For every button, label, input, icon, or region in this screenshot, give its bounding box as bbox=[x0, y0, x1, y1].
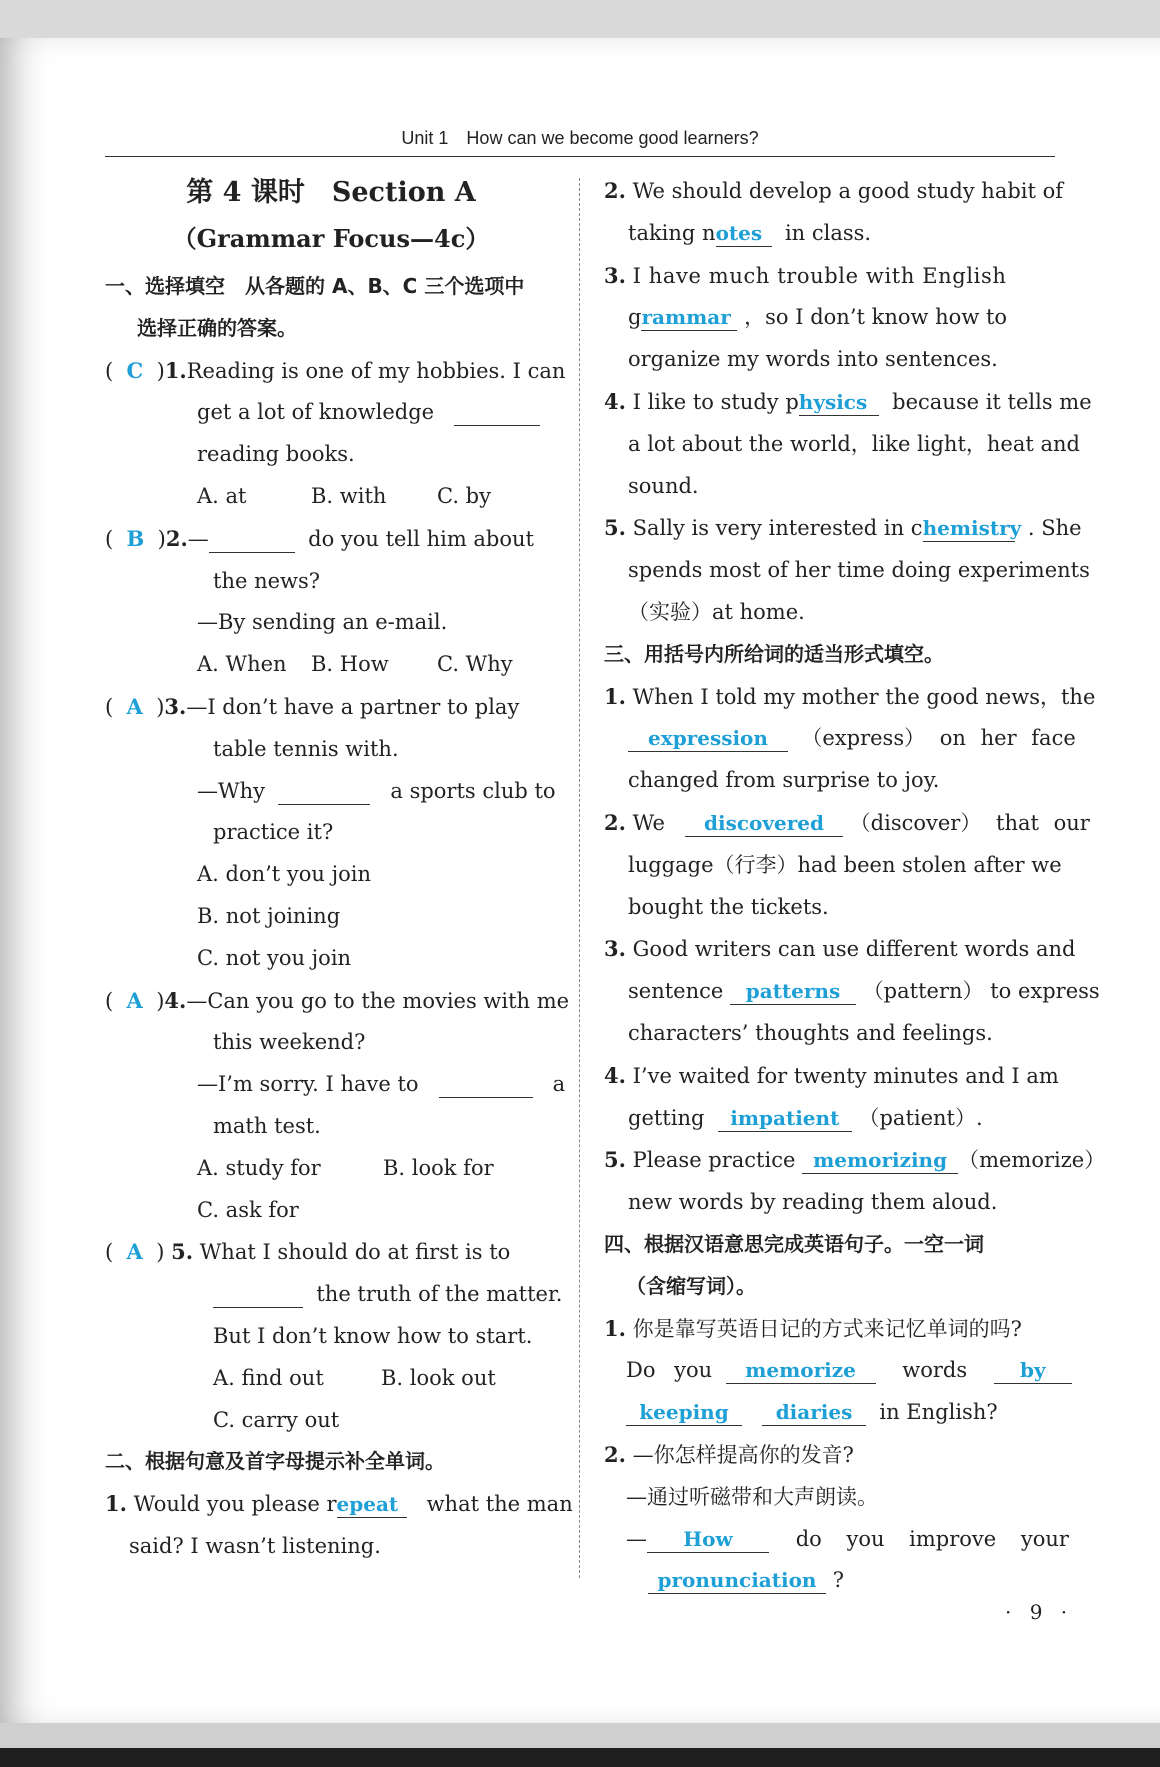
question-number: 2. bbox=[165, 525, 188, 551]
translate-answer-3: keeping bbox=[639, 1400, 729, 1425]
lesson-title: 第 4 课时 Section A bbox=[186, 177, 476, 208]
mc-question-4 bbox=[105, 980, 570, 1023]
question-text: a bbox=[552, 1072, 566, 1097]
form-answer-4: impatient bbox=[730, 1105, 840, 1130]
header-rule bbox=[105, 156, 1055, 157]
answer-blank bbox=[799, 389, 879, 416]
answer-blank bbox=[994, 1357, 1072, 1384]
mc-question-4-line3 bbox=[105, 1064, 566, 1106]
option-c: C. Why bbox=[437, 652, 513, 677]
mc-question-2-line3: —By sending an e-mail. bbox=[197, 610, 448, 635]
fill-answer-3: rammar bbox=[641, 305, 731, 330]
translate-answer-5: How bbox=[683, 1526, 733, 1551]
right-column bbox=[604, 170, 1106, 1602]
answer-blank bbox=[716, 220, 772, 247]
answer-bracket: ( A ) bbox=[105, 693, 165, 719]
fill-answer-1: epeat bbox=[336, 1492, 399, 1517]
question-text: I have much trouble with English bbox=[632, 263, 1007, 288]
question-text: g bbox=[628, 305, 642, 330]
translate-question-2-line4 bbox=[604, 1560, 1056, 1602]
question-text: what the man bbox=[426, 1492, 573, 1517]
fill-question-3-line2 bbox=[604, 297, 1056, 339]
answer-bracket: ( C ) bbox=[105, 357, 165, 383]
question-text: （patient）. bbox=[858, 1105, 983, 1130]
answer-blank bbox=[209, 526, 295, 553]
fill-answer-5: hemistry bbox=[922, 516, 1022, 541]
page-number: · 9 · bbox=[1005, 1600, 1074, 1624]
answer-blank bbox=[213, 1281, 303, 1308]
answer-blank bbox=[647, 1526, 769, 1553]
option-c: C. by bbox=[437, 483, 491, 508]
question-text: in English? bbox=[879, 1400, 998, 1425]
question-number: 5. bbox=[604, 1147, 626, 1173]
question-text: 你是靠写英语日记的方式来记忆单词的吗? bbox=[632, 1316, 1022, 1341]
fill-question-4-line3: sound. bbox=[628, 473, 699, 498]
question-text: getting bbox=[628, 1105, 705, 1130]
form-answer-5: memorizing bbox=[813, 1148, 948, 1173]
answer-blank bbox=[439, 1071, 533, 1098]
answer-blank bbox=[730, 978, 856, 1005]
form-question-3-line3: characters’ thoughts and feelings. bbox=[628, 1020, 993, 1045]
question-number: 2. bbox=[604, 1441, 626, 1467]
translate-question-1 bbox=[604, 1308, 1056, 1351]
question-text: —Why bbox=[197, 778, 265, 803]
mc-question-5-line2 bbox=[105, 1274, 563, 1316]
fill-question-4 bbox=[604, 381, 1092, 424]
form-answer-1: expression bbox=[648, 726, 768, 751]
option-c: C. carry out bbox=[213, 1407, 340, 1432]
option-b: B. not joining bbox=[197, 903, 341, 928]
question-text: When I told my mother the good news，the bbox=[632, 684, 1096, 709]
question-text: —I don’t have a partner to play bbox=[186, 694, 520, 719]
left-column bbox=[105, 170, 573, 1568]
question-text: Do you bbox=[626, 1358, 713, 1383]
question-number: 4. bbox=[164, 987, 187, 1013]
question-text: the truth of the matter. bbox=[316, 1282, 563, 1307]
form-question-3 bbox=[604, 928, 1076, 971]
question-text: （memorize） bbox=[958, 1148, 1106, 1173]
question-text: （pattern） to express bbox=[862, 979, 1100, 1004]
option-a: A. study for bbox=[197, 1155, 321, 1180]
answer-blank bbox=[648, 1567, 826, 1594]
mc-question-2-line2: the news? bbox=[213, 568, 321, 593]
mc-question-1 bbox=[105, 350, 566, 393]
translate-question-1-line2 bbox=[604, 1350, 1056, 1392]
question-text: a sports club to bbox=[390, 778, 556, 803]
mc-options-4 bbox=[105, 1148, 557, 1190]
option-a: A. don’t you join bbox=[197, 862, 372, 887]
question-text: What I should do at first is to bbox=[199, 1240, 511, 1265]
option-b: B. look for bbox=[383, 1155, 494, 1180]
form-question-2-line2: luggage（行李）had been stolen after we bbox=[628, 852, 1062, 877]
question-number: 1. bbox=[105, 1491, 127, 1517]
mc-answer-4: A bbox=[126, 987, 143, 1013]
question-text: do you tell him about bbox=[308, 526, 534, 551]
running-header: Unit 1 How can we become good learners? bbox=[401, 128, 759, 148]
part2-heading: 二、根据句意及首字母提示补全单词。 bbox=[105, 1449, 445, 1474]
answer-blank bbox=[726, 1357, 876, 1384]
answer-blank bbox=[762, 1399, 866, 1426]
viewer-bottom-bar bbox=[0, 1748, 1160, 1767]
mc-options-1 bbox=[105, 476, 557, 518]
question-text: —你怎样提高你的发音? bbox=[632, 1442, 854, 1467]
form-question-1-line3: changed from surprise to joy. bbox=[628, 768, 940, 793]
question-text: —I’m sorry. I have to bbox=[197, 1072, 419, 1097]
question-text: words bbox=[902, 1358, 968, 1383]
question-text: in class. bbox=[784, 220, 872, 245]
option-a: A. find out bbox=[213, 1365, 324, 1390]
mc-question-1-line2 bbox=[105, 392, 557, 434]
form-question-5-line2: new words by reading them aloud. bbox=[628, 1190, 998, 1215]
form-question-3-line2 bbox=[604, 971, 1100, 1013]
question-number: 1. bbox=[604, 683, 626, 709]
fill-answer-2: otes bbox=[715, 220, 763, 245]
column-divider bbox=[579, 178, 580, 1578]
fill-question-3-line3: organize my words into sentences. bbox=[628, 347, 998, 372]
fill-question-2 bbox=[604, 170, 1064, 213]
mc-question-5 bbox=[105, 1231, 557, 1274]
mc-answer-5: A bbox=[126, 1239, 143, 1265]
fill-question-1 bbox=[105, 1483, 573, 1526]
question-number: 3. bbox=[164, 693, 187, 719]
fill-question-4-line2: a lot about the world，like light，heat and bbox=[628, 431, 1080, 456]
question-number: 1. bbox=[164, 357, 187, 383]
fill-question-5-line2: spends most of her time doing experiments bbox=[628, 558, 1090, 583]
question-number: 4. bbox=[604, 388, 626, 414]
mc-answer-2: B bbox=[126, 525, 145, 551]
question-number: 2. bbox=[604, 178, 626, 203]
answer-blank bbox=[628, 725, 788, 752]
question-number: 3. bbox=[604, 262, 626, 288]
option-a: A. When bbox=[197, 652, 287, 677]
mc-options-2 bbox=[105, 644, 557, 686]
option-a: A. at bbox=[197, 483, 247, 508]
question-text: sentence bbox=[628, 979, 724, 1004]
question-text: ，so I don’t know how to bbox=[744, 305, 1008, 330]
question-text: Please practice bbox=[632, 1148, 796, 1173]
answer-blank bbox=[685, 810, 843, 837]
mc-answer-3: A bbox=[126, 693, 143, 719]
question-text: （discover） that our bbox=[849, 810, 1090, 835]
option-b: B. with bbox=[311, 483, 387, 508]
question-number: 3. bbox=[604, 936, 626, 962]
translate-answer-6: pronunciation bbox=[657, 1568, 817, 1593]
form-question-1 bbox=[604, 676, 1096, 719]
mc-question-3-line2: table tennis with. bbox=[213, 736, 399, 761]
form-answer-2: discovered bbox=[703, 810, 824, 835]
question-text: — bbox=[187, 526, 209, 551]
answer-bracket: ( A ) bbox=[105, 987, 165, 1013]
part4-heading-cont: （含缩写词）。 bbox=[626, 1273, 756, 1298]
question-text: Would you please r bbox=[133, 1492, 337, 1517]
part4-heading: 四、根据汉语意思完成英语句子。一空一词 bbox=[604, 1231, 984, 1256]
form-question-5 bbox=[604, 1139, 1106, 1182]
form-question-4 bbox=[604, 1055, 1059, 1098]
question-text: We bbox=[632, 810, 665, 835]
question-text: Sally is very interested in c bbox=[632, 516, 923, 541]
part1-heading-cont: 选择正确的答案。 bbox=[137, 315, 297, 340]
fill-question-5 bbox=[604, 507, 1082, 550]
fill-question-1-line2: said? I wasn’t listening. bbox=[129, 1533, 381, 1558]
answer-blank bbox=[802, 1147, 958, 1174]
question-number: 5. bbox=[171, 1239, 194, 1265]
question-text: Good writers can use different words and bbox=[632, 937, 1076, 962]
question-text: do you improve your bbox=[795, 1526, 1069, 1551]
translate-answer-2: by bbox=[1020, 1358, 1046, 1383]
translate-question-2-line2: —通过听磁带和大声朗读。 bbox=[626, 1484, 878, 1509]
translate-question-2 bbox=[604, 1434, 1056, 1477]
form-question-2-line3: bought the tickets. bbox=[628, 894, 829, 919]
answer-bracket: ( B ) bbox=[105, 525, 166, 551]
fill-question-5-line3: （实验）at home. bbox=[628, 599, 805, 624]
question-text: get a lot of knowledge bbox=[197, 400, 435, 425]
question-number: 1. bbox=[604, 1315, 626, 1341]
question-text: （express） on her face bbox=[801, 726, 1076, 751]
mc-question-4-line2: this weekend? bbox=[213, 1030, 366, 1055]
mc-question-3-line4: practice it? bbox=[213, 820, 334, 845]
question-number: 4. bbox=[604, 1062, 626, 1088]
question-text: I’ve waited for twenty minutes and I am bbox=[632, 1063, 1059, 1088]
answer-blank bbox=[718, 1105, 852, 1132]
answer-blank bbox=[641, 304, 737, 331]
answer-blank bbox=[278, 778, 370, 805]
mc-options-5 bbox=[105, 1358, 557, 1400]
mc-question-5-line3: But I don’t know how to start. bbox=[213, 1323, 533, 1348]
fill-question-2-line2 bbox=[604, 213, 1056, 255]
form-question-2 bbox=[604, 802, 1090, 845]
part3-heading: 三、用括号内所给词的适当形式填空。 bbox=[604, 641, 944, 666]
answer-blank bbox=[922, 515, 1022, 542]
question-text: because it tells me bbox=[892, 389, 1092, 414]
question-text: ? bbox=[832, 1568, 844, 1593]
mc-question-3 bbox=[105, 686, 557, 729]
option-b: B. How bbox=[311, 652, 389, 677]
translate-answer-1: memorize bbox=[745, 1358, 856, 1383]
form-question-4-line2 bbox=[604, 1098, 1056, 1140]
option-c: C. ask for bbox=[197, 1197, 299, 1222]
mc-question-4-line4: math test. bbox=[213, 1113, 321, 1138]
question-text: Reading is one of my hobbies. I can bbox=[186, 358, 566, 383]
mc-question-3-line3 bbox=[105, 771, 557, 813]
form-answer-3: patterns bbox=[745, 979, 841, 1004]
option-b: B. look out bbox=[381, 1365, 496, 1390]
answer-blank bbox=[337, 1491, 407, 1518]
translate-answer-4: diaries bbox=[775, 1400, 853, 1425]
mc-answer-1: C bbox=[126, 357, 144, 383]
question-text: taking n bbox=[628, 220, 716, 245]
answer-blank bbox=[626, 1399, 742, 1426]
question-text: —Can you go to the movies with me bbox=[186, 988, 570, 1013]
lesson-subtitle: （Grammar Focus—4c） bbox=[172, 224, 490, 253]
question-text: I like to study p bbox=[632, 389, 799, 414]
part1-heading: 一、选择填空 从各题的 A、B、C 三个选项中 bbox=[105, 274, 525, 298]
option-c: C. not you join bbox=[197, 945, 352, 970]
form-question-1-line2 bbox=[604, 718, 1076, 760]
fill-question-3 bbox=[604, 255, 1056, 298]
translate-question-2-line3 bbox=[604, 1519, 1069, 1561]
question-text: We should develop a good study habit of bbox=[632, 179, 1064, 203]
answer-bracket: ( A ) bbox=[105, 1239, 165, 1265]
translate-question-1-line3 bbox=[604, 1392, 1056, 1434]
question-text: . She bbox=[1027, 516, 1082, 541]
fill-answer-4: hysics bbox=[798, 389, 868, 414]
question-text: — bbox=[626, 1526, 647, 1551]
question-number: 5. bbox=[604, 515, 626, 541]
question-number: 2. bbox=[604, 809, 626, 835]
answer-blank bbox=[454, 399, 540, 426]
mc-question-1-line3: reading books. bbox=[197, 442, 355, 467]
mc-question-2 bbox=[105, 518, 557, 561]
